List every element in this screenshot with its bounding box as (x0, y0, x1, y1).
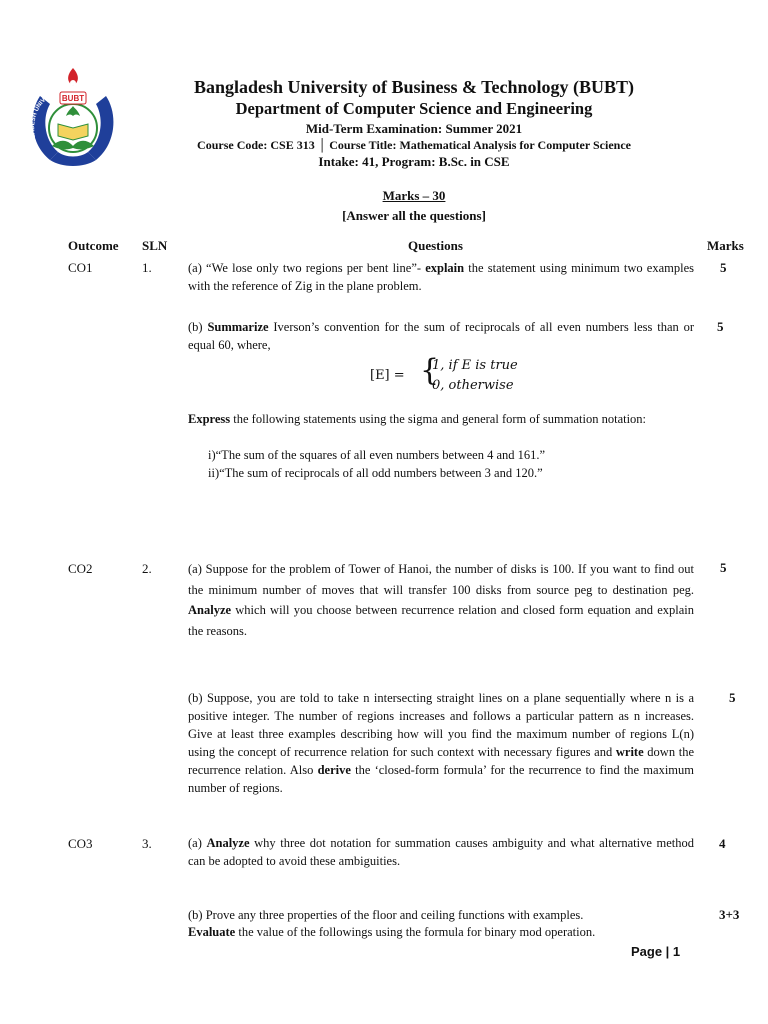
question-3a: (a) Analyze why three dot notation for summation causes ambiguity and what alternative method can be adopted to avoid these ambiguities. (188, 836, 695, 868)
instruction: [Answer all the questions] (342, 208, 486, 223)
outcome-co2: CO2 (68, 561, 93, 576)
col-questions: Questions (408, 238, 463, 253)
university-name: Bangladesh University of Business & Technology (BUBT) (193, 77, 635, 97)
question-1a: (a) “We lose only two regions per bent line”- explain the statement using minimum two examples with the reference of Zig in the plane problem. (188, 261, 694, 293)
question-2b: (b) Suppose, you are told to take n intersecting straight lines on a plane sequentially where n is a positive integer. The number of regions increases and follows a particular pattern as n increases. Give at least three examples describing how will you find the maximum number of regions L(n) using the concept of recurrence relation for such context with necessary figures and write down the recurrence relation. Also derive the ‘closed-form formula’ for the recurrence to find the maximum number of regions. (188, 691, 694, 795)
marks-1a: 5 (720, 260, 727, 275)
col-outcome: Outcome (68, 238, 119, 253)
marks-1b: 5 (717, 319, 724, 334)
express-item-2: ii)“The sum of reciprocals of all odd numbers between 3 and 120.” (208, 466, 543, 480)
page-number: Page | 1 (631, 944, 681, 959)
express-instruction: Express the following statements using the sigma and general form of summation notation: (188, 412, 647, 426)
outcome-co1: CO1 (68, 260, 93, 275)
outcome-co3: CO3 (68, 836, 93, 851)
svg-text:BANGLADESH UNIVERSITY OF BUSIN: BANGLADESH UNIV (30, 97, 48, 157)
iverson-formula-lhs: [E] = (370, 368, 405, 383)
iverson-formula-brace: { (420, 353, 440, 388)
question-2a: (a) Suppose for the problem of Tower of Hanoi, the number of disks is 100. If you want to find out the minimum number of moves that will transfer 100 disks from source peg to destination peg. Analyze which will you choose between recurrence relation and closed form equation and explain the reasons. (188, 562, 694, 638)
course-code: Course Code: CSE 313 (197, 138, 315, 152)
marks-3a: 4 (719, 836, 726, 851)
svg-text:BUBT: BUBT (61, 94, 85, 103)
question-1b: (b) Summarize Iverson’s convention for the sum of reciprocals of all even numbers less than or equal 60, where, (188, 320, 695, 352)
question-3b: (b) Prove any three properties of the floor and ceiling functions with examples. (188, 908, 584, 922)
course-separator: │ (317, 138, 330, 152)
sln-2: 2. (142, 561, 152, 576)
sln-3: 3. (142, 836, 152, 851)
iverson-formula-case2: 0, otherwise (432, 378, 514, 393)
total-marks: Marks – 30 (382, 188, 446, 203)
course-title: Course Title: Mathematical Analysis for Computer Science (329, 138, 631, 152)
intake-line: Intake: 41, Program: B.Sc. in CSE (318, 154, 510, 169)
iverson-formula-case1: 1, if E is true (432, 358, 518, 373)
exam-title: Mid-Term Examination: Summer 2021 (305, 121, 523, 136)
marks-2b: 5 (729, 690, 736, 705)
university-logo (22, 66, 124, 170)
evaluate-instruction: Evaluate the value of the followings using the formula for binary mod operation. (188, 925, 596, 939)
sln-1: 1. (142, 260, 152, 275)
marks-2a: 5 (720, 560, 727, 575)
course-line (140, 138, 688, 153)
department-name: Department of Computer Science and Engineering (235, 99, 593, 118)
col-marks: Marks (707, 238, 744, 253)
col-sln: SLN (142, 238, 168, 253)
marks-3b: 3+3 (719, 907, 740, 922)
express-item-1: i)“The sum of the squares of all even numbers between 4 and 161.” (208, 448, 546, 462)
